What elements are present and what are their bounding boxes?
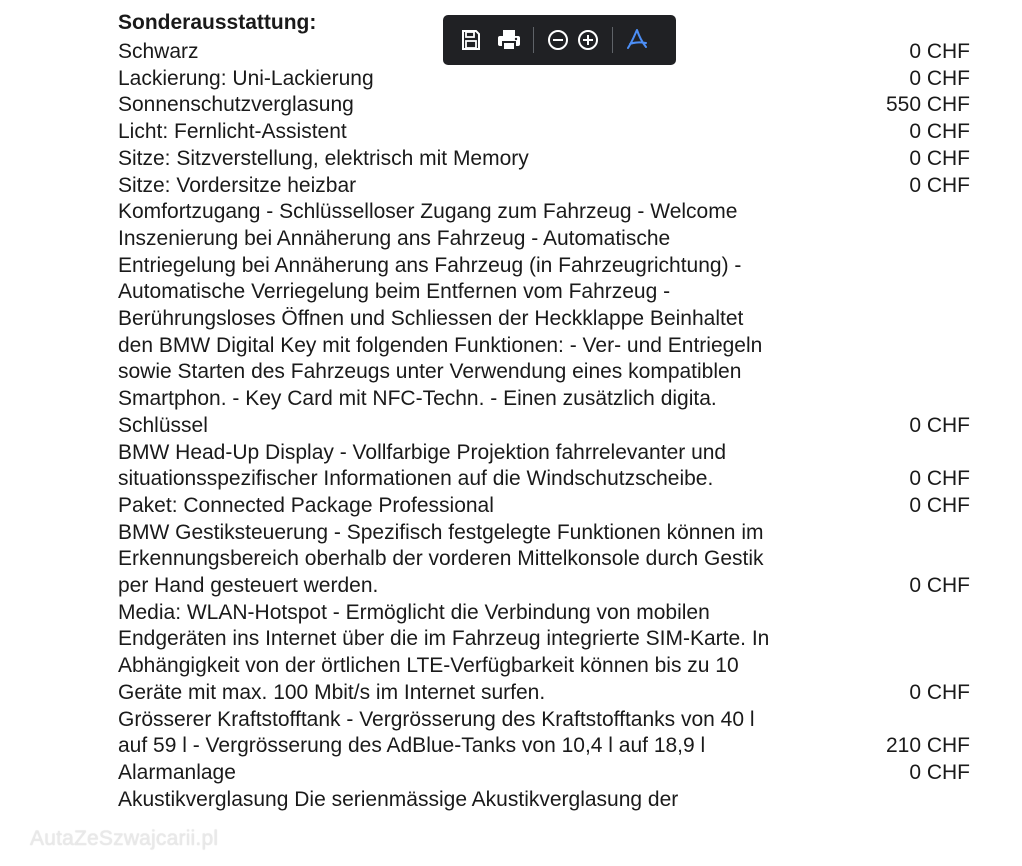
equipment-row	[118, 440, 978, 493]
watermark: AutaZeSzwajcarii.pl	[30, 827, 219, 850]
toolbar-divider	[533, 27, 534, 53]
save-button[interactable]	[457, 26, 485, 54]
save-icon	[460, 29, 482, 51]
equipment-description: Akustikverglasung Die serienmässige Akustikverglasung der	[118, 787, 679, 811]
equipment-price: 0 CHF	[909, 146, 970, 170]
equipment-row	[118, 520, 978, 600]
equipment-description: Sitze: Vordersitze heizbar	[118, 173, 357, 197]
equipment-row	[118, 92, 978, 119]
equipment-description: Paket: Connected Package Professional	[118, 493, 494, 517]
toolbar-divider	[612, 27, 613, 53]
equipment-price: 210 CHF	[885, 734, 970, 758]
print-button[interactable]	[495, 26, 523, 54]
equipment-description: Sonnenschutzverglasung	[118, 93, 354, 117]
equipment-row	[118, 66, 978, 93]
equipment-price: 0 CHF	[909, 40, 970, 63]
equipment-row	[118, 146, 978, 173]
zoom-out-icon	[547, 29, 569, 51]
equipment-description: Komfortzugang - Schlüsselloser Zugang zum Fahrzeug - Welcome Inszenierung bei Annäherung ans Fahrzeug - Automatische Entriegelung bei Annäherung ans Fahrzeug (in Fahrzeugrichtung) - Automatische Verriegelung beim Entfernen vom Fahrzeug - Berührungsloses Öffnen und Schliessen der Heckklappe Beinhaltet den BMW Digital Key mit folgenden Funktionen: - Ver- und Entriegeln sowie Starten des Fahrzeugs unter Verwendung eines kompatiblen Smartphon. - Key Card mit NFC-Techn. - Einen zusätzlich digita. Schlüssel	[118, 200, 763, 437]
equipment-row	[118, 600, 978, 707]
print-icon	[497, 29, 521, 51]
equipment-price: 550 CHF	[885, 93, 970, 117]
equipment-price: 0 CHF	[909, 680, 970, 704]
equipment-row	[118, 707, 978, 760]
equipment-description: BMW Head-Up Display - Vollfarbige Projektion fahrrelevanter und situationsspezifischer Informationen auf die Windschutzscheibe.	[118, 440, 727, 491]
equipment-description: BMW Gestiksteuerung - Spezifisch festgelegte Funktionen können im Erkennungsbereich oberhalb der vorderen Mittelkonsole durch Gestik per Hand gesteuert werden.	[118, 520, 764, 598]
equipment-price: 0 CHF	[909, 493, 970, 517]
equipment-description: Licht: Fernlicht-Assistent	[118, 120, 347, 144]
pdf-toolbar	[443, 15, 676, 65]
zoom-out-button[interactable]	[544, 26, 572, 54]
equipment-price: 0 CHF	[909, 120, 970, 144]
equipment-row	[118, 173, 978, 200]
equipment-description: Media: WLAN-Hotspot - Ermöglicht die Verbindung von mobilen Endgeräten ins Internet über die im Fahrzeug integrierte SIM-Karte. In Abhängigkeit von der örtlichen LTE-Verfügbarkeit können bis zu 10 Geräte mit max. 100 Mbit/s im Internet surfen.	[118, 600, 770, 704]
equipment-row	[118, 493, 978, 520]
equipment-row	[118, 760, 978, 787]
equipment-price: 0 CHF	[909, 413, 970, 437]
equipment-list	[118, 39, 978, 813]
equipment-description: Schwarz	[118, 40, 199, 63]
open-in-acrobat-button[interactable]	[623, 26, 651, 54]
zoom-in-button[interactable]	[574, 26, 602, 54]
equipment-description: Lackierung: Uni-Lackierung	[118, 66, 374, 90]
equipment-description: Sitze: Sitzverstellung, elektrisch mit Memory	[118, 146, 529, 170]
equipment-row	[118, 787, 978, 814]
equipment-price: 0 CHF	[909, 760, 970, 784]
equipment-price: 0 CHF	[909, 574, 970, 598]
equipment-price: 0 CHF	[909, 66, 970, 90]
equipment-price: 0 CHF	[909, 173, 970, 197]
zoom-in-icon	[577, 29, 599, 51]
equipment-price: 0 CHF	[909, 467, 970, 491]
section-heading: Sonderausstattung:	[118, 11, 317, 34]
equipment-row	[118, 119, 978, 146]
equipment-row	[118, 199, 978, 439]
equipment-description: Alarmanlage	[118, 760, 236, 784]
acrobat-icon	[625, 28, 649, 52]
equipment-description: Grösserer Kraftstofftank - Vergrösserung des Kraftstofftanks von 40 l auf 59 l - Vergrösserung des AdBlue-Tanks von 10,4 l auf 18,9 l	[118, 707, 755, 758]
